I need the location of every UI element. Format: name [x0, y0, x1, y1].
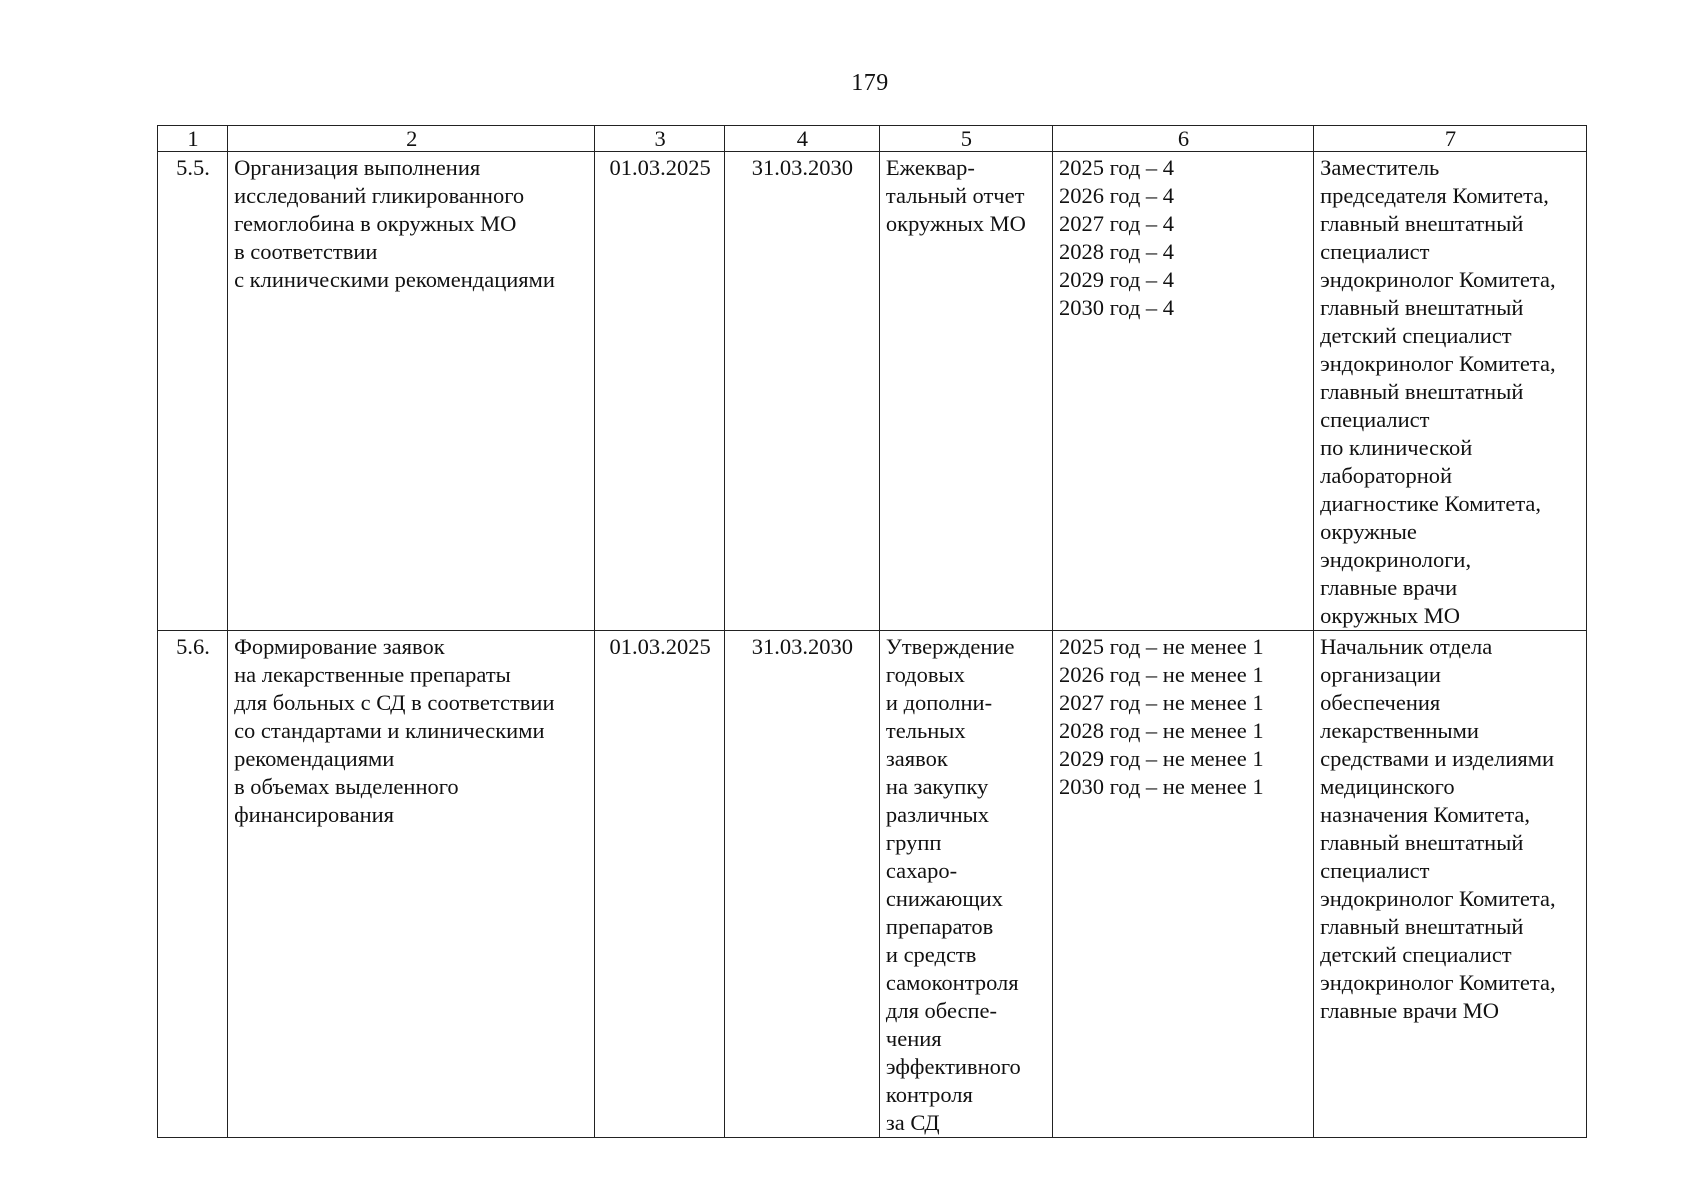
- column-header-2: 2: [228, 126, 595, 152]
- plan-table: [157, 125, 1587, 1138]
- start-date-cell: 01.03.2025: [595, 631, 725, 1138]
- responsible-cell: Начальник отдела организации обеспечения лекарственными средствами и изделиями медицинского назначения Комитета, главный внештатный специалист эндокринолог Комитета, главный внештатный детский специалист эндокринолог Комитета, главные врачи МО: [1314, 631, 1587, 1138]
- row-number: 5.6.: [158, 631, 228, 1138]
- column-header-1: 1: [158, 126, 228, 152]
- end-date-cell: 31.03.2030: [724, 631, 879, 1138]
- column-header-6: 6: [1052, 126, 1313, 152]
- column-header-5: 5: [879, 126, 1052, 152]
- table-header-row: [158, 126, 1587, 152]
- result-cell: Утверждение годовых и дополни- тельных заявок на закупку различных групп сахаро- снижающих препаратов и средств самоконтроля для обеспе- чения эффективного контроля за СД: [879, 631, 1052, 1138]
- start-date-cell: 01.03.2025: [595, 152, 725, 631]
- table-row: [158, 152, 1587, 631]
- end-date-cell: 31.03.2030: [724, 152, 879, 631]
- result-cell: Ежеквар- тальный отчет окружных МО: [879, 152, 1052, 631]
- indicator-cell: 2025 год – 4 2026 год – 4 2027 год – 4 2028 год – 4 2029 год – 4 2030 год – 4: [1052, 152, 1313, 631]
- indicator-cell: 2025 год – не менее 1 2026 год – не менее 1 2027 год – не менее 1 2028 год – не менее 1 2029 год – не менее 1 2030 год – не менее 1: [1052, 631, 1313, 1138]
- page-number: 179: [851, 70, 889, 96]
- table-row: [158, 631, 1587, 1138]
- column-header-3: 3: [595, 126, 725, 152]
- column-header-7: 7: [1314, 126, 1587, 152]
- row-number: 5.5.: [158, 152, 228, 631]
- activity-cell: Формирование заявок на лекарственные препараты для больных с СД в соответствии со стандартами и клиническими рекомендациями в объемах выделенного финансирования: [228, 631, 595, 1138]
- activity-cell: Организация выполнения исследований гликированного гемоглобина в окружных МО в соответствии с клиническими рекомендациями: [228, 152, 595, 631]
- column-header-4: 4: [724, 126, 879, 152]
- responsible-cell: Заместитель председателя Комитета, главный внештатный специалист эндокринолог Комитета, главный внештатный детский специалист эндокринолог Комитета, главный внештатный специалист по клинической лабораторной диагностике Комитета, окружные эндокринологи, главные врачи окружных МО: [1314, 152, 1587, 631]
